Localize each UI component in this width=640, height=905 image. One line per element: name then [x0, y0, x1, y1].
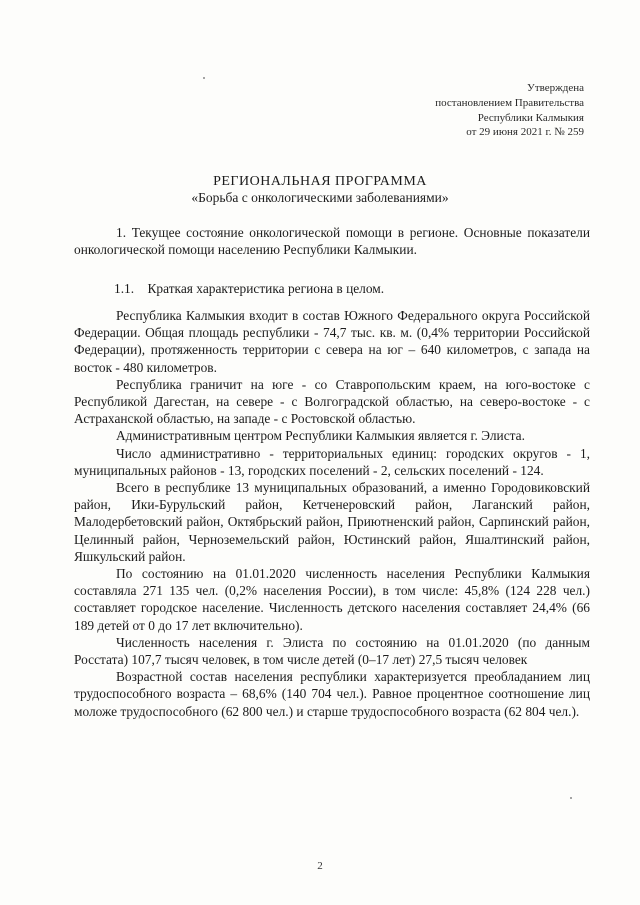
scan-speck — [570, 797, 572, 799]
paragraph: Численность населения г. Элиста по состоянию на 01.01.2020 (по данным Росстата) 107,7 тысяч человек, в том числе детей (0–17 лет) 27,5 тысяч человек — [74, 634, 590, 668]
approval-date: от 29 июня 2021 г. № 259 — [466, 126, 584, 139]
paragraph: По состоянию на 01.01.2020 численность населения Республики Калмыкия составляла 271 135 чел. (0,2% населения России), в том числе: 45,8% (124 228 чел.) составляет городское население. Численность детского населения составляет 24,4% (66 189 детей от 0 до 17 лет включительно). — [74, 566, 590, 633]
approval-line: постановлением Правительства — [435, 96, 584, 109]
main-text — [74, 307, 590, 720]
scan-speck — [203, 77, 205, 79]
paragraph: Республика граничит на юге - со Ставропольским краем, на юго-востоке с Республикой Дагестан, на севере - с Волгоградской областью, на северо-востоке - с Астраханской областью, на западе - с Ростовской областью. — [74, 376, 590, 427]
section-text: 1. Текущее состояние онкологической помощи в регионе. Основные показатели онкологической помощи населению Республики Калмыкии. — [74, 225, 590, 258]
page-number: 2 — [317, 860, 323, 872]
approval-line: Утверждена — [527, 82, 584, 94]
subsection-text: 1.1. Краткая характеристика региона в целом. — [114, 281, 385, 296]
paragraph: Республика Калмыкия входит в состав Южного Федерального округа Российской Федерации. Общая площадь республики - 74,7 тыс. кв. м. (0,4% территории Российской Федерации), протяженность территории с севера на юг – 640 километров, с запада на восток - 480 километров. — [74, 308, 590, 375]
section-heading — [74, 224, 590, 258]
paragraph: Административным центром Республики Калмыкия является г. Элиста. — [116, 428, 525, 444]
paragraph: Возрастной состав населения республики характеризуется преобладанием лиц трудоспособного возраста – 68,6% (140 704 чел.). Равное процентное соотношение лиц моложе трудоспособного (62 800 чел.) и старше трудоспособного возраста (62 804 чел.). — [74, 669, 590, 719]
approval-line: Республики Калмыкия — [477, 111, 584, 124]
paragraph: Число административно - территориальных единиц: городских округов - 1, муниципальных районов - 13, городских поселений - 2, сельских поселений - 124. — [74, 445, 590, 478]
subsection-heading — [74, 280, 590, 297]
paragraph: Всего в республике 13 муниципальных образований, а именно Городовиковский район, Ики-Бурульский район, Кетченеровский район, Лаганский район, Малодербетовский район, Октябрьский район, Приютненский район, Сарпинский район, Целинный район, Черноземельский район, Юстинский район, Яшалтинский район, Яшкульский район. — [74, 480, 590, 564]
document-subtitle: «Борьба с онкологическими заболеваниями» — [191, 190, 449, 205]
document-title: РЕГИОНАЛЬНАЯ ПРОГРАММА — [213, 174, 427, 189]
approval-stamp — [435, 81, 584, 140]
